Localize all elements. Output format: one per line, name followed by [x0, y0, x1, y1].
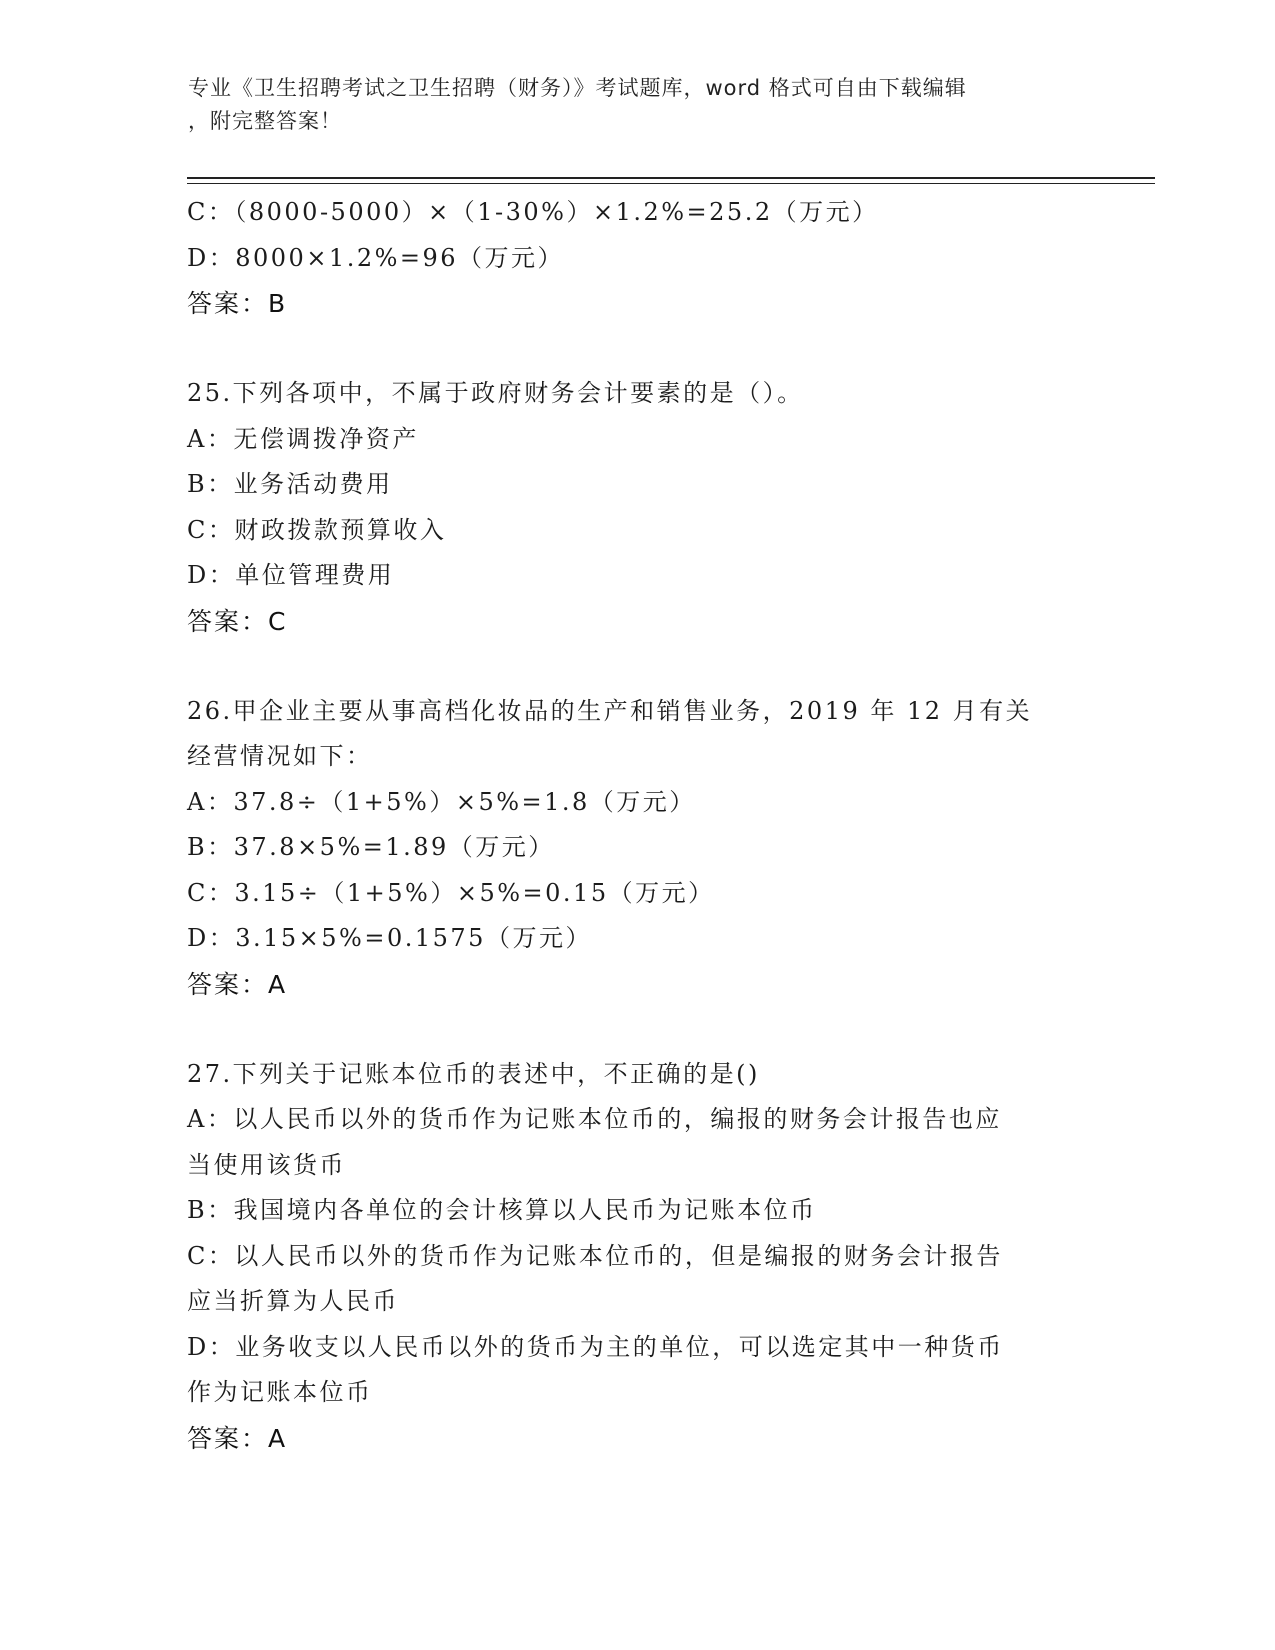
question-stem-line-2: 经营情况如下：: [187, 742, 373, 770]
question-25: [187, 371, 1087, 645]
option-d: D：3.15×5%=0.1575（万元）: [187, 924, 592, 952]
answer-line: 答案：A: [187, 969, 288, 999]
option-c-line-1: C：以人民币以外的货币作为记账本位币的，但是编报的财务会计报告: [187, 1241, 1003, 1270]
question-stem: 27.下列关于记账本位币的表述中，不正确的是(): [187, 1059, 760, 1088]
question-stem-line-1: 26.甲企业主要从事高档化妆品的生产和销售业务，2019 年 12 月有关: [187, 696, 1033, 725]
question-26: [187, 689, 1087, 1008]
spacer: [187, 327, 1087, 371]
option-a: A：无偿调拨净资产: [187, 424, 419, 453]
header-title-line-1: 专业《卫生招聘考试之卫生招聘（财务）》考试题库，word 格式可自由下载编辑: [188, 76, 967, 100]
spacer: [187, 645, 1087, 689]
question-24-tail: [187, 190, 1087, 327]
option-b: B：我国境内各单位的会计核算以人民币为记账本位币: [187, 1196, 817, 1224]
option-d-line-1: D：业务收支以人民币以外的货币为主的单位，可以选定其中一种货币: [187, 1332, 1004, 1361]
option-a-line-1: A：以人民币以外的货币作为记账本位币的，编报的财务会计报告也应: [187, 1105, 1002, 1133]
spacer: [187, 1008, 1087, 1052]
header-rule-thin: [187, 183, 1155, 184]
answer-line: 答案：C: [187, 606, 288, 636]
question-27: [187, 1052, 1087, 1462]
option-d: D：8000×1.2%=96（万元）: [187, 243, 565, 272]
answer-line: 答案：A: [187, 1423, 288, 1453]
option-d: D：单位管理费用: [187, 561, 395, 589]
document-header: [188, 72, 1078, 138]
option-c: C：（8000-5000）×（1-30%）×1.2%=25.2（万元）: [187, 198, 879, 226]
header-title-line-2: ，附完整答案！: [188, 109, 342, 133]
header-rule-thick: [187, 177, 1155, 179]
option-c-line-2: 应当折算为人民币: [187, 1287, 399, 1315]
document-body: [187, 190, 1087, 1462]
option-b: B：业务活动费用: [187, 470, 393, 498]
option-c: C：3.15÷（1+5%）×5%=0.15（万元）: [187, 878, 715, 907]
option-a-line-2: 当使用该货币: [187, 1150, 346, 1179]
option-a: A：37.8÷（1+5%）×5%=1.8（万元）: [187, 787, 696, 816]
answer-line: 答案：B: [187, 289, 288, 318]
question-stem: 25.下列各项中，不属于政府财务会计要素的是（）。: [187, 379, 804, 407]
option-c: C：财政拨款预算收入: [187, 515, 447, 544]
option-b: B：37.8×5%=1.89（万元）: [187, 833, 555, 861]
option-d-line-2: 作为记账本位币: [187, 1378, 373, 1406]
